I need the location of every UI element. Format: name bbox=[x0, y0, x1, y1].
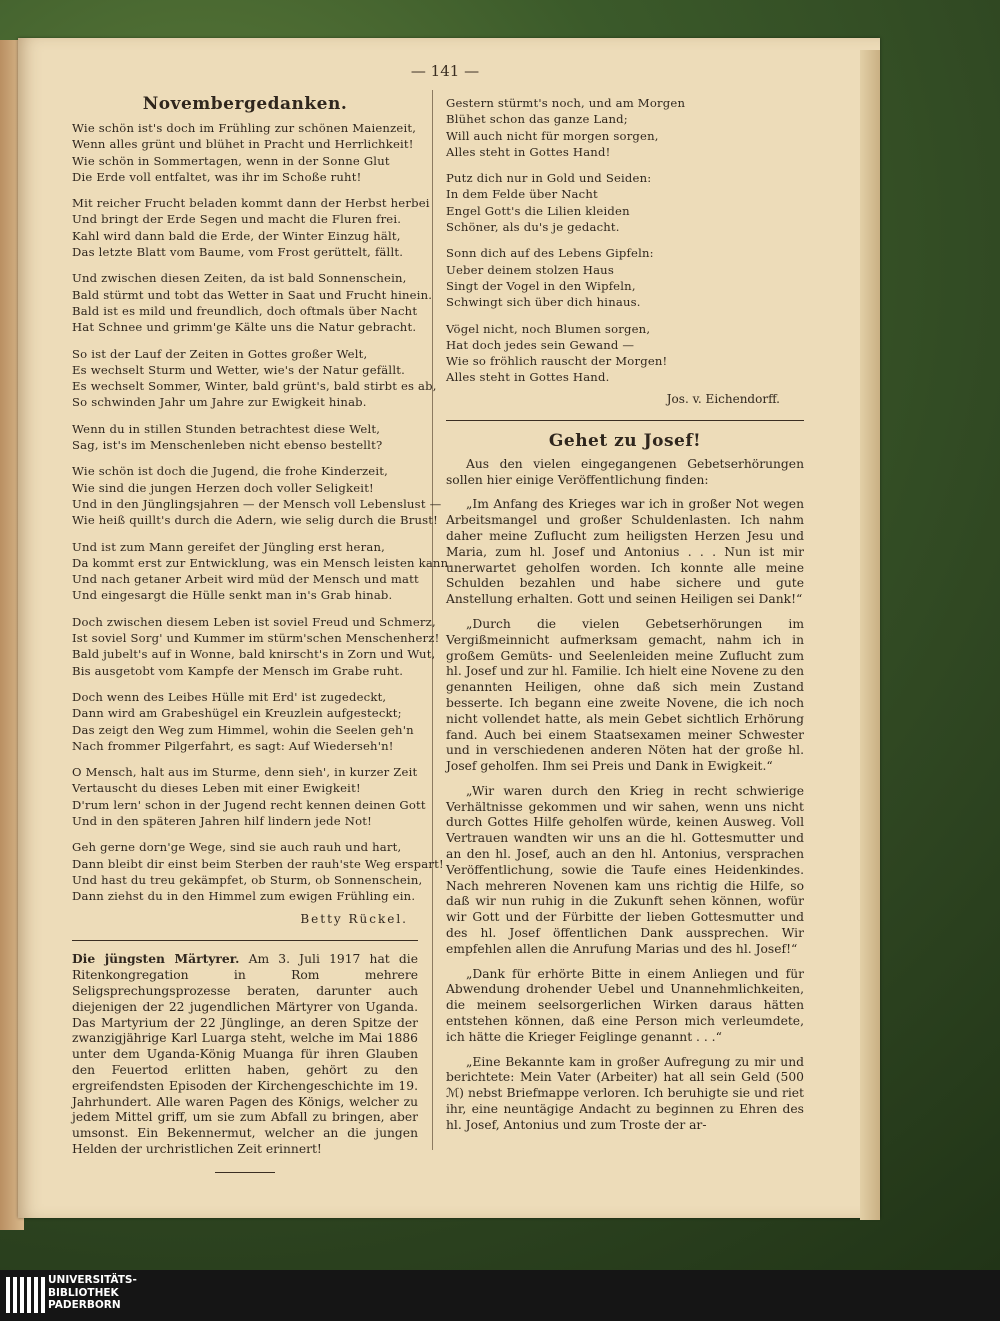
poem-line: Wie heiß quillt's durch die Adern, wie selig durch die Brust! bbox=[72, 513, 438, 528]
poem-line: D'rum lern' schon in der Jugend recht kennen deinen Gott bbox=[72, 797, 426, 812]
poem-stanza bbox=[72, 463, 442, 528]
poem-line: Es wechselt Sommer, Winter, bald grünt's, bald stirbt es ab, bbox=[72, 379, 437, 394]
poem-line: O Mensch, halt aus im Sturme, denn sieh', in kurzer Zeit bbox=[72, 765, 418, 780]
poem-line: Bis ausgetobt vom Kampfe der Mensch im Grabe ruht. bbox=[72, 663, 404, 678]
poem-stanza bbox=[446, 170, 804, 235]
poem-stanza bbox=[72, 614, 440, 679]
poem-line: Ueber deinem stolzen Haus bbox=[446, 262, 614, 277]
divider-right bbox=[446, 420, 804, 421]
poem-line: Gestern stürmt's noch, und am Morgen bbox=[446, 96, 686, 110]
page-number: — 141 — bbox=[410, 62, 480, 80]
paragraph: „Eine Bekannte kam in großer Aufregung zu mir und berichtete: Mein Vater (Arbeiter) hat all sein Geld (500 ℳ) nebst Briefmappe verloren. Ich beruhigte sie und riet ihr, eine neuntägige Andacht zu beginnen zu Ehren des hl. Josef, Antonius und zum Troste der ar- bbox=[446, 1054, 804, 1132]
poem-line: Und nach getaner Arbeit wird müd der Mensch und matt bbox=[72, 572, 419, 587]
poem-line: Da kommt erst zur Entwicklung, was ein Mensch leisten kann. bbox=[72, 555, 453, 570]
poem-line: Sonn dich auf des Lebens Gipfeln: bbox=[446, 246, 654, 261]
poem-stanza bbox=[72, 120, 418, 185]
poem-stanza bbox=[446, 321, 804, 386]
poem-line: Und eingesargt die Hülle senkt man in's Grab hinab. bbox=[72, 588, 393, 603]
poem-novembergedanken bbox=[72, 120, 453, 904]
section-title: Gehet zu Josef! bbox=[548, 430, 702, 451]
paragraph: Aus den vielen eingegangenen Gebetserhörungen sollen hier einige Veröffentlichung finden: bbox=[446, 456, 804, 487]
poem-line: Wie sind die jungen Herzen doch voller Seligkeit! bbox=[72, 480, 374, 495]
poem-line: So ist der Lauf der Zeiten in Gottes großer Welt, bbox=[72, 346, 368, 361]
poem-stanza bbox=[446, 245, 804, 310]
gebetserhoerungen bbox=[446, 457, 804, 1134]
poem-line: Singt der Vogel in den Wipfeln, bbox=[446, 278, 636, 293]
library-logo-icon bbox=[6, 1277, 45, 1313]
poem-line: So schwinden Jahr um Jahre zur Ewigkeit hinab. bbox=[72, 395, 367, 410]
poem-line: Geh gerne dorn'ge Wege, sind sie auch rauh und hart, bbox=[72, 840, 402, 855]
poem-line: Alles steht in Gottes Hand! bbox=[446, 144, 611, 159]
poem-line: Ist soviel Sorg' und Kummer im stürm'schen Menschenherz! bbox=[72, 631, 440, 646]
poem-line: Dann wird am Grabeshügel ein Kreuzlein aufgesteckt; bbox=[72, 706, 402, 721]
poem-line: Und bringt der Erde Segen und macht die Fluren frei. bbox=[72, 212, 402, 227]
logo-line: UNIVERSITÄTS- bbox=[48, 1274, 137, 1286]
poem-line: Wenn du in stillen Stunden betrachtest diese Welt, bbox=[72, 421, 381, 436]
poem-line: Bald jubelt's auf in Wonne, bald knirscht's in Zorn und Wut, bbox=[72, 647, 436, 662]
poem-line: Blühet schon das ganze Land; bbox=[446, 112, 628, 127]
poem-stanza bbox=[72, 421, 418, 454]
poem-line: Das zeigt den Weg zum Himmel, wohin die Seelen geh'n bbox=[72, 722, 414, 737]
poem-line: Dann ziehst du in den Himmel zum ewigen Frühling ein. bbox=[72, 889, 416, 904]
logo-line: PADERBORN bbox=[48, 1299, 121, 1311]
poem-line: Vögel nicht, noch Blumen sorgen, bbox=[446, 321, 651, 336]
poem-line: Doch zwischen diesem Leben ist soviel Freud und Schmerz, bbox=[72, 614, 436, 629]
poem-stanza bbox=[72, 839, 444, 904]
right-column bbox=[446, 95, 804, 1134]
paragraph: „Durch die vielen Gebetserhörungen im Vergißmeinnicht aufmerksam gemacht, nahm ich in großem Gemüts- und Seelenleiden meine Zuflucht zum hl. Josef und zur hl. Familie. Ich hielt eine Novene zu den genannten Heiligen, ohne daß sich mein Zustand besserte. Ich begann eine zweite Novene, die ich noch nicht vollendet hatte, als mein Gebet sichtlich Erhörung fand. Auch bei einem Staatsexamen meiner Schwester und in verschiedenen anderen Nöten hat der große hl. Josef geholfen. Ihm sei Preis und Dank in Ewigkeit.“ bbox=[446, 616, 804, 774]
poem-line: Und in den Jünglingsjahren — der Mensch voll Lebenslust — bbox=[72, 496, 442, 511]
poem-line: Hat doch jedes sein Gewand — bbox=[446, 337, 635, 352]
end-rule bbox=[215, 1172, 275, 1173]
article-text: Am 3. Juli 1917 hat die Ritenkongregation in Rom mehrere Seligsprechungsprozesse beraten, darunter auch diejenigen der 22 jugendlichen Märtyrer von Uganda. Das Martyrium der 22 Jünglinge, an deren Spitze der zwanzigjährige Karl Luarga steht, welche im Mai 1886 unter dem Uganda-König Muanga für ihren Glauben den Feuertod erlitten haben, gehört zu den ergreifendsten Episoden der Kirchengeschichte im 19. Jahrhundert. Alle waren Pagen des Königs, welcher zu jedem Mittel griff, um sie zum Abfall zu bringen, aber umsonst. Ein Bekennermut, welcher an die jungen Helden der urchristlichen Zeit erinnert! bbox=[72, 952, 418, 1157]
poem-stanza bbox=[72, 195, 430, 260]
paragraph: „Wir waren durch den Krieg in recht schwierige Verhältnisse gekommen und wir sahen, wenn uns nicht durch Gottes Hilfe geholfen würde, keinen Ausweg. Voll Vertrauen wandten wir uns an die hl. Gottesmutter und an den hl. Josef, auch an den hl. Antonius, versprachen Veröffentlichung, sowie die Taufe eines Heidenkindes. Nach mehreren Novenen kam uns richtig die Hilfe, so daß wir nun ruhig in die Zukunft sehen können, wofür wir Gott und der Fürbitte der lieben Gottesmutter und des hl. Josef öffentlichen Dank aussprechen. Wir empfehlen allen die Anrufung Marias und des hl. Josef!“ bbox=[446, 783, 804, 956]
divider bbox=[72, 940, 418, 941]
poem-stanza bbox=[446, 95, 804, 160]
poem-stanza bbox=[72, 689, 418, 754]
poem-stanza bbox=[72, 764, 426, 829]
poem-title: Novembergedanken. bbox=[142, 94, 348, 114]
poem-line: Sag, ist's im Menschenleben nicht ebenso bestellt? bbox=[72, 438, 383, 453]
logo-line: BIBLIOTHEK bbox=[48, 1286, 119, 1299]
poem-line: Bald ist es mild und freundlich, doch oftmals über Nacht bbox=[72, 303, 418, 318]
poem-stanza bbox=[72, 270, 433, 335]
poem-line: Will auch nicht für morgen sorgen, bbox=[446, 128, 659, 143]
poem-line: Wie schön ist doch die Jugend, die frohe Kinderzeit, bbox=[72, 464, 388, 479]
poem-line: Bald stürmt und tobt das Wetter in Saat und Frucht hinein. bbox=[72, 287, 433, 302]
poem-line: Und zwischen diesen Zeiten, da ist bald Sonnenschein, bbox=[72, 271, 407, 286]
article-paragraph bbox=[72, 951, 418, 1157]
poem-line: Dann bleibt dir einst beim Sterben der rauh'ste Weg erspart! bbox=[72, 856, 444, 871]
article-title: Die jüngsten Märtyrer. bbox=[72, 951, 240, 967]
paragraph: „Im Anfang des Krieges war ich in großer Not wegen Arbeitsmangel und großer Schuldenlasten. Ich nahm daher meine Zuflucht zum heiligsten Herzen Jesu und Maria, zum hl. Josef und Antonius . . . Nun ist mir unerwartet geholfen worden. Ich konnte alle meine Schulden bezahlen und habe sichere und gute Anstellung erhalten. Gott und seinen Heiligen sei Dank!“ bbox=[446, 497, 804, 607]
poem-line: Vertauscht du dieses Leben mit einer Ewigkeit! bbox=[72, 781, 361, 796]
left-column bbox=[72, 90, 453, 1173]
page-edges bbox=[860, 50, 880, 1220]
poem-line: Und ist zum Mann gereifet der Jüngling erst heran, bbox=[72, 539, 386, 554]
poem-continuation bbox=[446, 95, 804, 386]
poem-stanza bbox=[72, 539, 453, 604]
poem-line: Mit reicher Frucht beladen kommt dann der Herbst herbei bbox=[72, 196, 430, 211]
poem-line: Schöner, als du's je gedacht. bbox=[446, 220, 620, 235]
poem-line: Doch wenn des Leibes Hülle mit Erd' ist zugedeckt, bbox=[72, 689, 387, 704]
library-logo-text bbox=[48, 1274, 137, 1312]
poem-line: Putz dich nur in Gold und Seiden: bbox=[446, 171, 652, 186]
paragraph: „Dank für erhörte Bitte in einem Anliegen und für Abwendung drohender Uebel und Unannehmlichkeiten, die meinem seelsorgerlichen Wirken daraus hätten entstehen können, daß eine Person mich verleumdete, ich hätte die Krieger Feiglinge genannt . . .“ bbox=[446, 966, 804, 1044]
poem-line: Wie schön in Sommertagen, wenn in der Sonne Glut bbox=[72, 153, 390, 168]
poem-stanza bbox=[72, 346, 437, 411]
poem-line: Wie schön ist's doch im Frühling zur schönen Maienzeit, bbox=[72, 121, 417, 135]
footer-bar bbox=[0, 1270, 1000, 1321]
poem-author-right: Jos. v. Eichendorff. bbox=[666, 391, 780, 406]
poem-author: Betty Rückel. bbox=[300, 912, 408, 927]
poem-line: Wenn alles grünt und blühet in Pracht und Herrlichkeit! bbox=[72, 137, 414, 152]
poem-line: Alles steht in Gottes Hand. bbox=[446, 370, 610, 385]
poem-line: Engel Gott's die Lilien kleiden bbox=[446, 203, 630, 218]
poem-line: Kahl wird dann bald die Erde, der Winter Einzug hält, bbox=[72, 228, 401, 243]
poem-line: Wie so fröhlich rauscht der Morgen! bbox=[446, 354, 668, 369]
poem-line: In dem Felde über Nacht bbox=[446, 187, 598, 202]
poem-line: Hat Schnee und grimm'ge Kälte uns die Natur gebracht. bbox=[72, 320, 417, 335]
poem-line: Schwingt sich über dich hinaus. bbox=[446, 295, 641, 310]
poem-line: Und hast du treu gekämpfet, ob Sturm, ob Sonnenschein, bbox=[72, 872, 423, 887]
poem-line: Das letzte Blatt vom Baume, vom Frost gerüttelt, fällt. bbox=[72, 245, 404, 260]
poem-line: Und in den späteren Jahren hilf lindern jede Not! bbox=[72, 813, 372, 828]
poem-line: Die Erde voll entfaltet, was ihr im Schoße ruht! bbox=[72, 169, 362, 184]
poem-line: Nach frommer Pilgerfahrt, es sagt: Auf Wiederseh'n! bbox=[72, 738, 394, 753]
poem-line: Es wechselt Sturm und Wetter, wie's der Natur gefällt. bbox=[72, 362, 405, 377]
